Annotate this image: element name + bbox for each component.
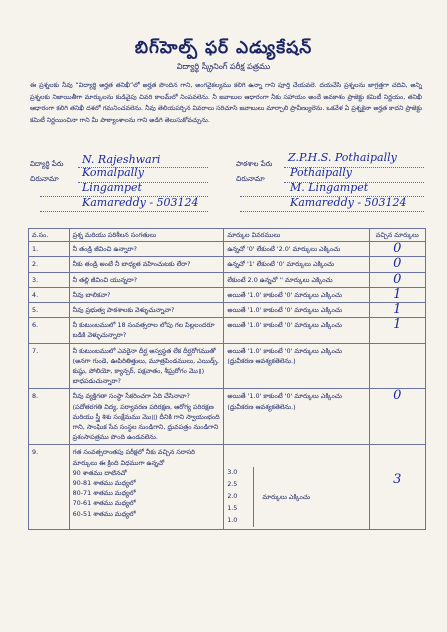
row-question (69, 445, 224, 530)
row-marks: 0 (369, 257, 425, 272)
row-question: నీవు బాలికవా? (69, 287, 224, 302)
row-marks: 1 (369, 318, 425, 343)
row-question: నీకు తండ్రి అంటే నీ బాధ్యత వహించుటకు లేరా? (69, 257, 224, 272)
row-marks: 0 (369, 272, 425, 287)
address-line-2: Lingampet (82, 181, 142, 194)
row-question: నీవు వ్యక్తిగతా సంస్థా సేకరించగా ఏది చేసినావా? (పదోతరగతి విద్య, పర్యావరణ పరిరక్షణ, ఆరోగ్య పరిరక్షణ మరియు స్త్రీ శిశు సంక్షేమము మొ॥) దీనికి గాని స్వాయంభంది గాని, సాంఘిక సేవ సంస్థల నుండిగాని, ధ్రువపత్రం నుండిగాని ప్రశంసాపత్రము పొంది ఉండవలెను. (69, 389, 224, 445)
page-subtitle: విద్యార్థి స్క్రీనింగ్ పరీక్ష పత్రము (176, 62, 271, 71)
student-name-value: N. Rajeshwari (82, 153, 161, 166)
row-scoring: అయితే '1.0' కాకుంటే '0' మార్కులు ఎక్కించు (ధ్రువీకరణ ఆవశ్యకతెలెను.) (224, 343, 369, 389)
row-scoring: లేకుంటే 2.0 ఉన్నచో '' మార్కులు ఎక్కించు (224, 272, 369, 287)
score-scale (227, 467, 254, 527)
row-scoring: ఉన్నచో '0' లేకుంటే '2.0' మార్కులు ఎక్కించు (224, 242, 369, 257)
school-name-label: పాఠశాల పేరు (236, 160, 273, 168)
score-value: 2.0 (227, 493, 238, 501)
header-scoring: మార్కుల వివరములు (224, 229, 369, 242)
row-number: 1. (29, 242, 70, 257)
header-marks: వచ్చిన మార్కులు (369, 229, 425, 242)
row-question: నీ తండ్రి జీవించి ఉన్నారా? (69, 242, 224, 257)
instructions-paragraph: ఈ ప్రశ్నలకు నీవు “విద్యార్థి అర్హత తనిఖీ”లో అర్హత పొందిన గాని, అంగవైకల్యము కలిగి ఉన్నా గాని పూర్తి చేయవలె. దయచేసి ప్రశ్నలను జాగ్రత్తగా చదివి, అన్ని ప్రశ్నలకు నిజాయితీగా మార్కులను కుడివైపు చివరి కాలమ్‌లో నింపవలెను. నీ జవాబుల ఆధారంగా నీకు సహాయం అందే అవకాశం ప్రాజెక్టు కమిటీ నిర్ణయం, తనిఖీ ఆధారంగా కలిగి తనిఖీ దశలో గమనించవలెను. నీవు తెలియపర్చిన వివరాలు సరిచూసి జవాబులు మార్చాలి ప్రావీణ్యులెను. ఒకవేళ ఏ ప్రశ్నకైనా అర్హత కాదని ప్రాజెక్టు కమిటీ నిర్ణయించినా గాని మీ పాఠ్యాంశాలను గాని అడిగి తెలుసుకోవచ్చును. (30, 82, 422, 124)
school-name-value: Z.P.H.S. Pothaipally (288, 151, 397, 164)
school-address-line-1: Pothaipally (290, 166, 353, 179)
address-label: చిరునామా (30, 175, 59, 183)
band-item: 80-71 శాతము మధ్యలో (72, 489, 136, 498)
school-address-line-3: Kamareddy - 503124 (290, 196, 407, 209)
row-scoring (224, 445, 369, 530)
table-row (29, 257, 426, 272)
band-item: 60-51 శాతము మధ్యలో (72, 509, 136, 518)
school-address-line-2: M. Lingampet (290, 181, 369, 194)
table-row (29, 287, 426, 302)
row-number: 5. (29, 303, 70, 318)
school-address-line-3-rule (240, 211, 424, 212)
score-value: 1.5 (227, 505, 238, 513)
row-number: 6. (29, 318, 70, 343)
row-marks: 1 (369, 303, 425, 318)
row-scoring: అయితే '1.0' కాకుంటే '0' మార్కులు ఎక్కించు (224, 303, 369, 318)
row-number: 3. (29, 272, 70, 287)
row-marks: 1 (369, 287, 425, 302)
row-scoring-text: మార్కులు ఎక్కించు (262, 493, 310, 502)
row-marks (369, 343, 425, 389)
row-scoring: అయితే '1.0' కాకుంటే '0' మార్కులు ఎక్కించు (224, 287, 369, 302)
row-question: నీ తల్లి జీవించి యున్నదా? (69, 272, 224, 287)
table-row (29, 389, 426, 445)
row-question-text: గత సంవత్సరాంతపు పరీక్షలో నీకు వచ్చిన సరాసరి మార్కులు ఈ క్రింది విధముగా ఉన్నచో (72, 448, 195, 467)
score-value: 1.0 (227, 517, 238, 525)
table-row (29, 303, 426, 318)
row-marks: 3 (369, 445, 425, 530)
screening-table (28, 228, 426, 530)
address-line-3: Kamareddy - 503124 (82, 196, 199, 209)
table-row (29, 242, 426, 257)
row-scoring: అయితే '1.0' కాకుంటే '0' మార్కులు ఎక్కించు (224, 318, 369, 343)
table-row (29, 318, 426, 343)
row-number: 2. (29, 257, 70, 272)
table-row (29, 272, 426, 287)
band-item: 90 శాతము దాటినచో (72, 468, 127, 477)
page-title: బిగ్‌హెల్ప్ ఫర్ ఎడ్యుకేషన్ (134, 38, 313, 58)
row-number: 4. (29, 287, 70, 302)
score-value: 2.5 (227, 481, 238, 489)
row-question: నీ కుటుంబములో ఎవరైనా దీర్ఘ అస్వస్థత లేక దీర్ఘరోగముతో (అనగా గుండె, ఊపిరితిత్తులు, మూత్రపిండములు, ఎయిడ్స్, కుష్ఠు, పోలియో, క్యాన్సర్, పక్షవాతం, శీఘ్రరోగం మొ॥) బాధపడుచున్నారా? (69, 343, 224, 389)
address-line-3-rule (40, 211, 208, 212)
row-question: నీవు ప్రభుత్వ పాఠశాలకు వెళ్ళుచున్నావా? (69, 303, 224, 318)
header-serial: వ.సం. (29, 229, 70, 242)
row-marks: 0 (369, 242, 425, 257)
row-scoring: ఉన్నచో '1' లేకుంటే '0' మార్కులు ఎక్కించు (224, 257, 369, 272)
row-number: 8. (29, 389, 70, 445)
row-number: 7. (29, 343, 70, 389)
table-row (29, 445, 426, 530)
score-value: 3.0 (227, 469, 238, 477)
address-line-1: Komalpally (82, 166, 144, 179)
row-scoring: అయితే '1.0' కాకుంటే '0' మార్కులు ఎక్కించు (ధ్రువీకరణ ఆవశ్యకతెలెను.) (224, 389, 369, 445)
row-number: 9. (29, 445, 70, 530)
school-address-label: చిరునామా (236, 175, 265, 183)
row-marks: 0 (369, 389, 425, 445)
band-item: 90-81 శాతము మధ్యలో (72, 479, 136, 488)
table-header-row (29, 229, 426, 242)
table-row (29, 343, 426, 389)
band-item: 70-61 శాతము మధ్యలో (72, 499, 136, 508)
student-name-label: విద్యార్థి పేరు (30, 160, 64, 168)
header-question: ప్రశ్న మరియు పరిశీలన సంగతులు (69, 229, 224, 242)
row-question: నీ కుటుంబములో 18 సంవత్సరాల లోపు గల పిల్లలందరూ బడికి వెళ్ళుచున్నారా? (69, 318, 224, 343)
